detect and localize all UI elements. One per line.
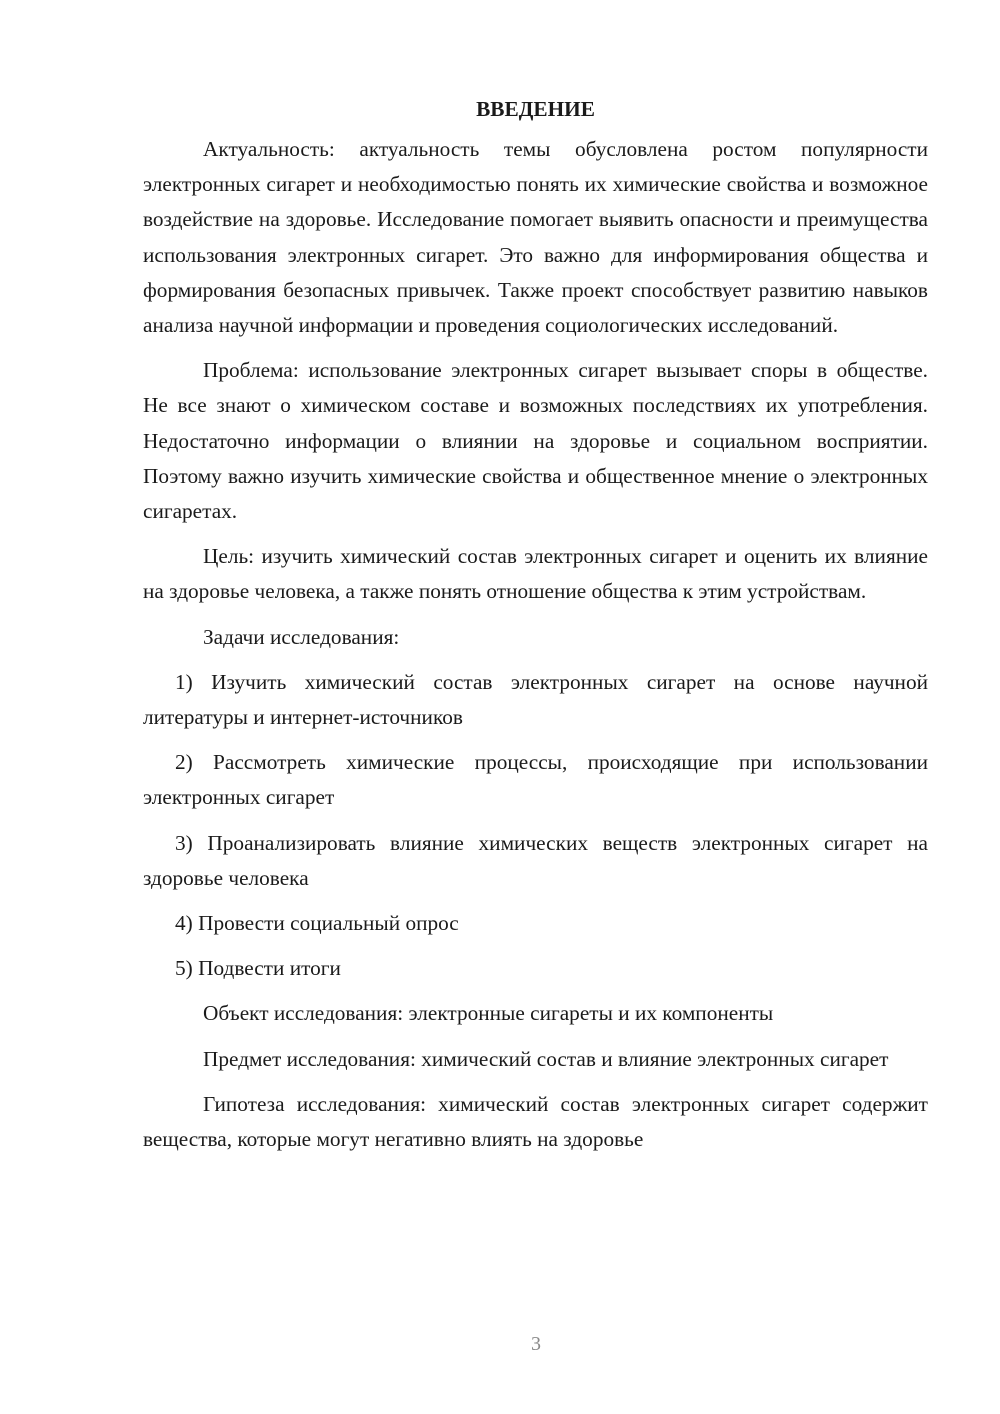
- task-item-3: 3) Проанализировать влияние химических веществ электронных сигарет на здоровье человека: [143, 830, 928, 890]
- page-number: 3: [531, 1333, 541, 1355]
- task-item-5: 5) Подвести итоги: [175, 956, 341, 981]
- paragraph-goal: Цель: изучить химический состав электронных сигарет и оценить их влияние на здоровье человека, а также понять отношение общества к этим устройствам.: [143, 544, 928, 604]
- section-heading: ВВЕДЕНИЕ: [476, 97, 595, 121]
- paragraph-subject: Предмет исследования: химический состав и влияние электронных сигарет: [203, 1046, 889, 1071]
- paragraph-problem: Проблема: использование электронных сигарет вызывает споры в обществе. Не все знают о химическом составе и возможных последствиях их употребления. Недостаточно информации о влиянии на здоровье и социальном восприятии. Поэтому важно изучить химические свойства и общественное мнение о электронных сигаретах.: [143, 358, 928, 524]
- paragraph-object: Объект исследования: электронные сигареты и их компоненты: [203, 1001, 774, 1026]
- document-page: [143, 92, 928, 1157]
- paragraph-hypothesis: Гипотеза исследования: химический состав электронных сигарет содержит вещества, которые могут негативно влиять на здоровье: [143, 1091, 928, 1152]
- task-item-1: 1) Изучить химический состав электронных сигарет на основе научной литературы и интернет-источников: [143, 669, 928, 730]
- paragraph-relevance: Актуальность: актуальность темы обусловлена ростом популярности электронных сигарет и необходимостью понять их химические свойства и возможное воздействие на здоровье. Исследование помогает выявить опасности и преимущества использования электронных сигарет. Это важно для информирования общества и формирования безопасных привычек. Также проект способствует развитию навыков анализа научной информации и проведения социологических исследований.: [143, 137, 928, 338]
- tasks-heading: Задачи исследования:: [203, 624, 400, 649]
- task-item-2: 2) Рассмотреть химические процессы, происходящие при использовании электронных сигарет: [143, 750, 928, 810]
- task-item-4: 4) Провести социальный опрос: [175, 911, 459, 936]
